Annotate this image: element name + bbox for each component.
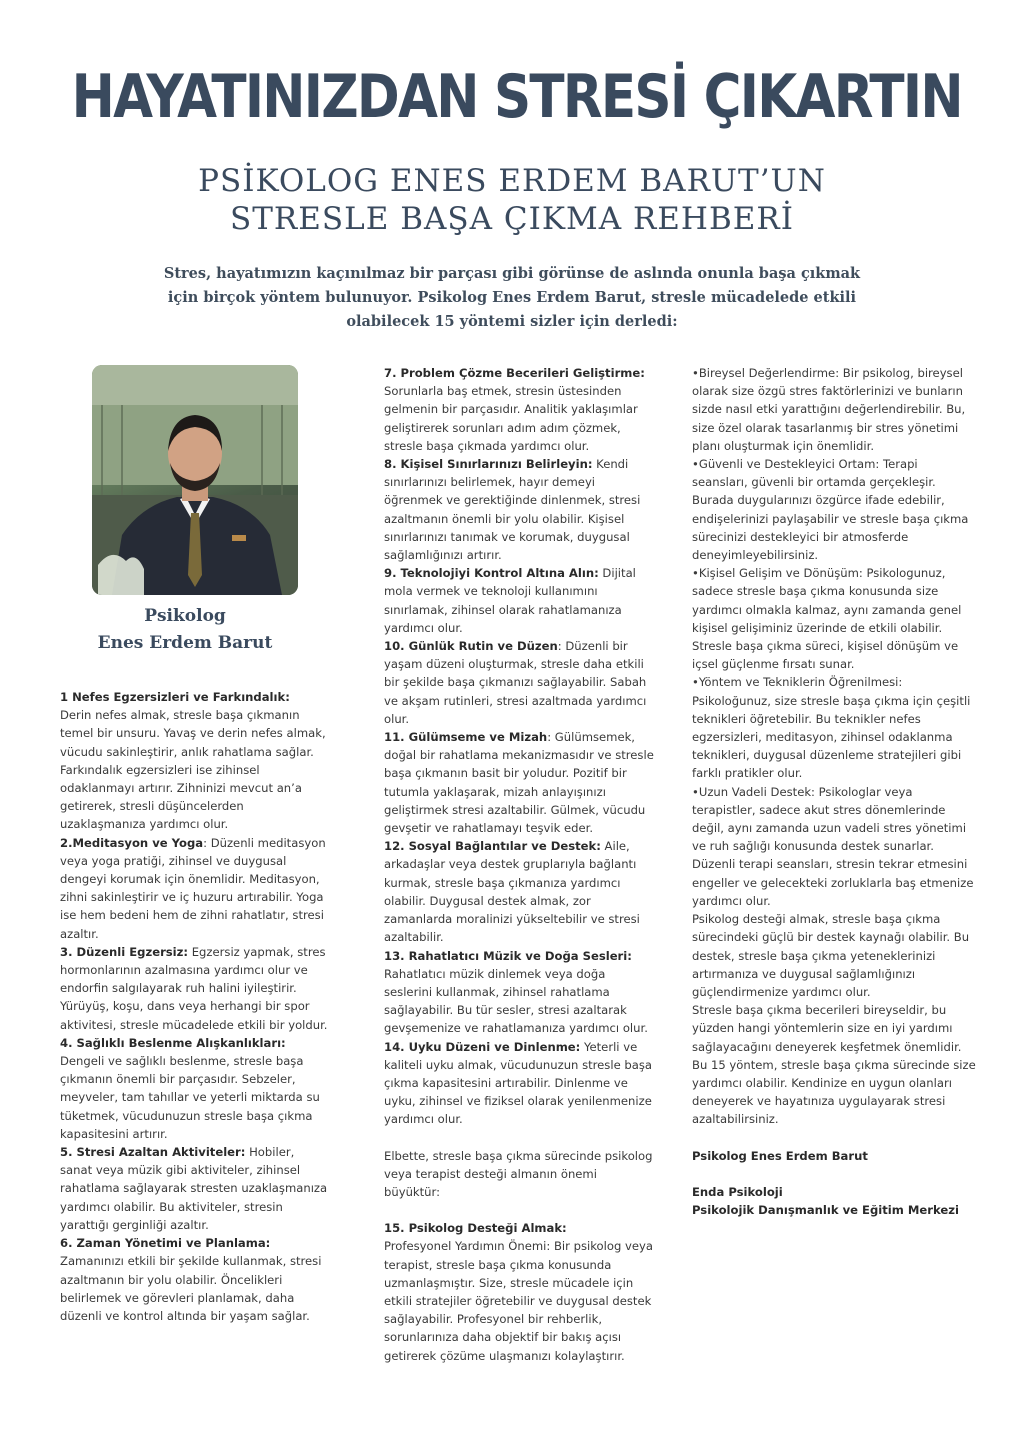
method-body: Aile, arkadaşlar veya destek gruplarıyla bağlantı kurmak, stresle başa çıkmanıza yardımcı olabilir. Duygusal destek almak, zor zamanlarda moralinizi yükseltebilir ve stresi azaltabilir. (384, 839, 640, 945)
method-item (60, 943, 328, 1034)
author-portrait-illustration (92, 365, 298, 595)
intro-line-1: Stres, hayatımızın kaçınılmaz bir parçası gibi görünse de aslında onunla başa çıkmak (163, 265, 861, 282)
method-title: 11. Gülümseme ve Mizah (384, 730, 548, 745)
closing-paragraph: Bu 15 yöntem, stresle başa çıkma sürecinde size yardımcı olabilir. Kendinize en uygun olanları deneyerek ve hayatınıza uygulayarak stresi azaltabilirsiniz. (692, 1057, 976, 1127)
method-title: 3. Düzenli Egzersiz: (60, 944, 189, 959)
method-title: 9. Teknolojiyi Kontrol Altına Alın: (384, 566, 599, 581)
method-body: : Gülümsemek, doğal bir rahatlama mekanizmasıdır ve stresle başa çıkmanın basit bir yoludur. Pozitif bir tutumla yaklaşarak, mizah anlayışınızı geliştirmek stresi azaltabilir. Gülmek, vücudu gevşetir ve rahatlamayı teşvik eder. (384, 730, 654, 836)
method-title: 8. Kişisel Sınırlarınızı Belirleyin: (384, 457, 593, 472)
intro-paragraph (120, 262, 904, 334)
method-title: 1 Nefes Egzersizleri ve Farkındalık: (60, 690, 290, 704)
subtitle (0, 162, 1024, 238)
method-body: : Düzenli bir yaşam düzeni oluşturmak, stresle daha etkili bir şekilde başa çıkmanızı sağlayabilir. Sabah ve akşam rutinleri, stresi azaltmada yardımcı olur. (384, 639, 647, 726)
method-title: 6. Zaman Yönetimi ve Planlama: (60, 1236, 271, 1251)
method-item (384, 564, 656, 637)
method-body: Kendi sınırlarınızı belirlemek, hayır demeyi öğrenmek ve gerektiğinde dinlenmek, stresi azaltmanın önemli bir yolu olabilir. Kişisel sınırlarınızı tanımak ve korumak, duygusal sağlamlığınızı artırır. (384, 457, 641, 563)
intro-line-2: için birçok yöntem bulunuyor. Psikolog Enes Erdem Barut, stresle mücadelede etkili (167, 289, 857, 306)
bullet-item: •Kişisel Gelişim ve Dönüşüm: Psikologunuz, sadece stresle başa çıkma konusunda size yardımcı olmakla kalmaz, aynı zamanda genel kişisel gelişiminiz üzerinde de etkili olabilir. Stresle başa çıkma süreci, kişisel dönüşüm ve içsel güçlenme fırsatı sunar. (692, 566, 962, 672)
organization-tagline (692, 1201, 976, 1219)
photo-caption (60, 603, 310, 657)
method-title: 5. Stresi Azaltan Aktiviteler: (60, 1145, 246, 1160)
method-title: 4. Sağlıklı Beslenme Alışkanlıkları: (60, 1035, 286, 1050)
method-item (384, 947, 656, 1038)
organization-tagline-text: Psikolojik Danışmanlık ve Eğitim Merkezi (692, 1202, 959, 1217)
transition-paragraph: Elbette, stresle başa çıkma sürecinde psikolog veya terapist desteği almanın önemi büyüktür: (384, 1148, 653, 1199)
method-title: 15. Psikolog Desteği Almak: (384, 1221, 567, 1236)
closing-paragraph: Psikolog desteği almak, stresle başa çıkma sürecindeki güçlü bir destek kaynağı olabilir. Bu destek, stresle başa çıkma yeteneklerinizi artırmanıza ve duygusal sağlamlığınızı güçlendirmenize yardımcı olur. (692, 912, 970, 999)
method-item (384, 1038, 656, 1129)
subtitle-line-2: STRESLE BAŞA ÇIKMA REHBERİ (230, 201, 794, 237)
method-item (384, 837, 656, 946)
method-item (384, 637, 656, 728)
bullet-item: •Uzun Vadeli Destek: Psikologlar veya terapistler, sadece akut stres dönemlerinde değil, aynı zamanda uzun vadeli stres yönetimi ve ruh sağlığı konusunda destek sunarlar. Düzenli terapi seansları, stresin tekrar etmesini engeller ve gelecekteki zorluklarla baş etmenize yardımcı olur. (692, 784, 974, 908)
method-body: Sorunlarla baş etmek, stresin üstesinden gelmenin bir parçasıdır. Analitik yaklaşımlar geliştirerek sorunları adım adım çözmek, stresle başa çıkmada yardımcı olur. (384, 384, 638, 453)
method-item (60, 688, 328, 834)
intro-line-3: olabilecek 15 yöntemi sizler için derledi: (346, 313, 678, 330)
method-body: Zamanınızı etkili bir şekilde kullanmak, stresi azaltmanın bir yolu olabilir. Öncelikleri belirlemek ve görevleri planlamak, daha düzenli ve kontrol altında bir yaşam sağlar. (60, 1254, 322, 1323)
organization-name (692, 1183, 976, 1201)
method-item (60, 834, 328, 943)
article-column-1 (60, 688, 328, 1325)
method-body: : Düzenli meditasyon veya yoga pratiği, zihinsel ve duygusal dengeyi korumak için önemlidir. Meditasyon, zihni sakinleştirir ve iç huzuru artırabilir. Yoga ise hem bedeni hem de zihni rahatlatır, stresi azaltır. (60, 835, 326, 941)
author-photo (92, 365, 298, 595)
signature (692, 1147, 976, 1165)
organization-name-text: Enda Psikoloji (692, 1184, 783, 1199)
method-item (60, 1143, 328, 1234)
caption-title: Psikolog (144, 606, 226, 626)
method-title: 13. Rahatlatıcı Müzik ve Doğa Sesleri: (384, 948, 632, 963)
method-body: Dengeli ve sağlıklı beslenme, stresle başa çıkmanın önemli bir parçasıdır. Sebzeler, meyveler, tam tahıllar ve yeterli miktarda su tüketmek, vücudunuzun stresle başa çıkma kapasitesini artırır. (60, 1054, 320, 1141)
article-column-3 (692, 364, 976, 1219)
signature-name: Psikolog Enes Erdem Barut (692, 1148, 868, 1163)
method-body: Yeterli ve kaliteli uyku almak, vücudunuzun stresle başa çıkma kapasitesini artırabilir. Dinlenme ve uyku, zihinsel ve fiziksel olarak yenilenmenize yardımcı olur. (384, 1039, 652, 1127)
method-item (384, 364, 656, 455)
method-item (384, 1219, 656, 1365)
method-body: Profesyonel Yardımın Önemi: Bir psikolog veya terapist, stresle başa çıkma konusunda uzmanlaşmıştır. Size, stresle mücadele için etkili stratejiler öğretebilir ve duygusal destek sağlayabilir. Profesyonel bir rehberlik, sorunlarınıza daha objektif bir bakış açısı getirerek çözüme ulaşmanızı kolaylaştırır. (384, 1239, 653, 1363)
method-title: 14. Uyku Düzeni ve Dinlenme: (384, 1039, 581, 1054)
method-item (60, 1234, 328, 1325)
method-body: Hobiler, sanat veya müzik gibi aktiviteler, zihinsel rahatlama sağlayarak stresten uzaklaşmanıza yardımcı olabilir. Bu aktiviteler, stresin yarattığı gerginliği azaltır. (60, 1145, 328, 1232)
subtitle-line-1: PSİKOLOG ENES ERDEM BARUT’UN (198, 163, 826, 199)
method-title: 2.Meditasyon ve Yoga (60, 835, 204, 850)
method-title: 7. Problem Çözme Becerileri Geliştirme: (384, 366, 645, 380)
method-body: Derin nefes almak, stresle başa çıkmanın temel bir unsuru. Yavaş ve derin nefes almak, vücudu sakinleştirir, anlık rahatlama sağlar. Farkındalık egzersizleri ise zihinsel odaklanmayı artırır. Zihninizi mevcut an’a getirerek, stresli düşüncelerden uzaklaşmanıza yardımcı olur. (60, 708, 326, 832)
article-column-2 (384, 364, 656, 1365)
method-title: 10. Günlük Rutin ve Düzen (384, 639, 558, 654)
method-item (384, 455, 656, 564)
bullet-item: •Güvenli ve Destekleyici Ortam: Terapi seansları, güvenli bir ortamda gerçekleşir. Burada duygularınızı özgürce ifade edebilir, endişelerinizi paylaşabilir ve stresle başa çıkma sürecinizi destekleyici bir atmosferde deneyimleyebilirsiniz. (692, 457, 969, 563)
bullet-item: •Yöntem ve Tekniklerin Öğrenilmesi: Psikoloğunuz, size stresle başa çıkma için çeşitli teknikleri öğretebilir. Bu teknikler nefes egzersizleri, meditasyon, zihinsel odaklanma teknikleri, duygusal düzenleme stratejileri gibi farklı pratikler olur. (692, 675, 971, 781)
headline: HAYATINIZDAN STRESİ ÇIKARTIN (71, 62, 962, 132)
method-body: Dijital mola vermek ve teknoloji kullanımını sınırlamak, zihinsel olarak rahatlamanıza yardımcı olur. (384, 566, 636, 635)
bullet-item: •Bireysel Değerlendirme: Bir psikolog, bireysel olarak size özgü stres faktörlerinizi ve bunların sizde nasıl etki yarattığını değerlendirebilir. Bu, size özel olarak tasarlanmış bir stres yönetimi planı oluşturmak için önemlidir. (692, 366, 966, 453)
method-body: Rahatlatıcı müzik dinlemek veya doğa seslerini kullanmak, zihinsel rahatlama sağlayabilir. Bu tür sesler, stresi azaltarak gevşemenize ve rahatlamanıza yardımcı olur. (384, 966, 648, 1036)
method-body: Egzersiz yapmak, stres hormonlarının azalmasına yardımcı olur ve endorfin salgılayarak ruh halini iyileştirir. Yürüyüş, koşu, dans veya herhangi bir spor aktivitesi, stresle mücadelede etkili bir yoldur. (60, 944, 328, 1032)
method-item (60, 1034, 328, 1143)
method-item (384, 728, 656, 837)
closing-paragraph: Stresle başa çıkma becerileri bireyseldir, bu yüzden hangi yöntemlerin size en iyi yardımı sağlayacağını deneyerek keşfetmek önemlidir. (692, 1003, 962, 1054)
method-title: 12. Sosyal Bağlantılar ve Destek: (384, 839, 601, 854)
caption-name: Enes Erdem Barut (97, 633, 273, 653)
